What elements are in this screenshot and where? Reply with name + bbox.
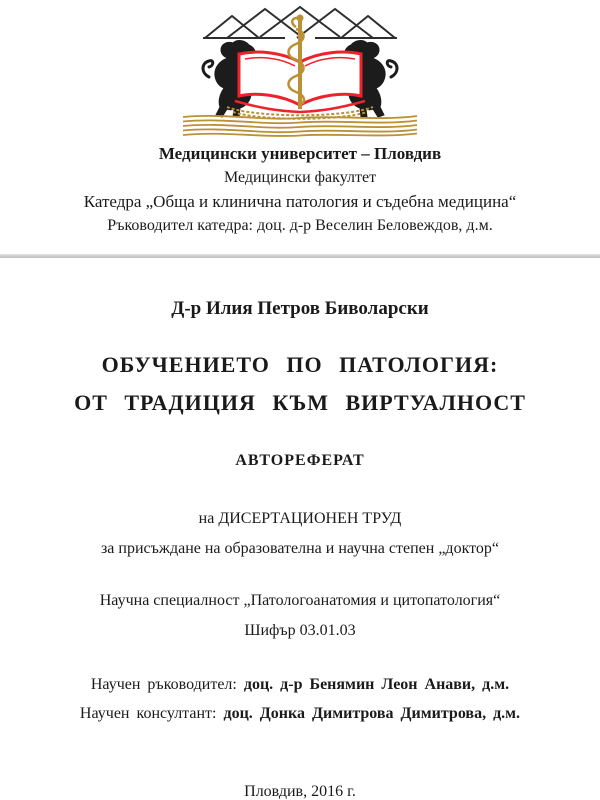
consultant-name: доц. Донка Димитрова Димитрова, д.м. [223,705,521,722]
thesis-subline-2: за присъждане на образователна и научна степен „доктор“ [100,540,500,557]
supervisor-label: Научен ръководител: [90,676,237,693]
supervisor-name: доц. д-р Бенямин Леон Анави, д.м. [243,676,510,693]
emblem-graphic [175,5,425,137]
university-name: Медицински университет – Пловдив [158,144,442,163]
supervisor-line [0,674,600,696]
document-type: АВТОРЕФЕРАТ [235,452,365,469]
specialty-code: Шифър 03.01.03 [244,622,356,639]
place-and-year: Пловдив, 2016 г. [244,783,356,800]
consultant-label: Научен консултант: [79,705,217,722]
thesis-subline-1: на ДИСЕРТАЦИОНЕН ТРУД [198,510,402,527]
scientific-specialty: Научна специалност „Патологоанатомия и цитопатология“ [99,592,501,609]
consultant-line [0,703,600,725]
thesis-title-line-1: ОБУЧЕНИЕТО ПО ПАТОЛОГИЯ: [101,352,499,377]
thesis-title-line-2: ОТ ТРАДИЦИЯ КЪМ ВИРТУАЛНОСТ [74,390,526,415]
waves-icon [183,116,417,136]
section-divider [0,254,600,258]
department-name: Катедра „Обща и клинична патология и съдебна медицина“ [83,192,517,211]
university-emblem [175,5,425,137]
author-name: Д-р Илия Петров Биволарски [171,298,429,319]
faculty-name: Медицински факултет [223,169,377,186]
department-head: Ръководител катедра: доц. д-р Веселин Беловеждов, д.м. [107,217,493,234]
